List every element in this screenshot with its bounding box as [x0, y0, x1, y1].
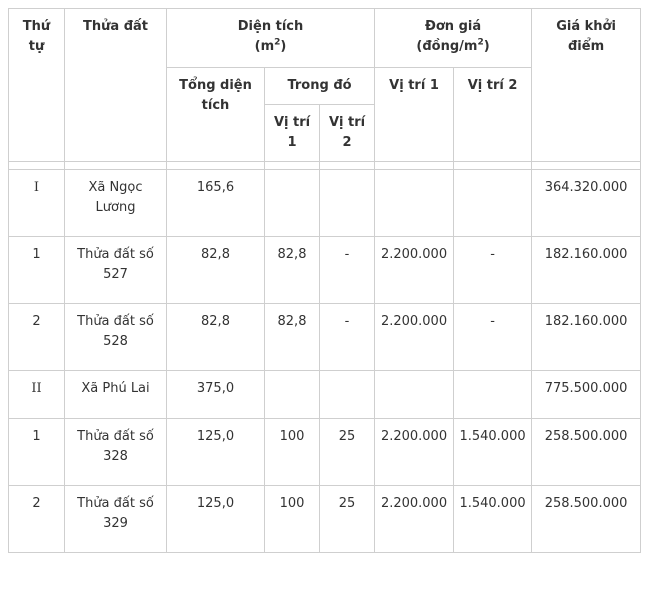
cell-tong-dien-tich: 125,0 — [167, 419, 265, 486]
cell-gia-khoi-diem: 258.500.000 — [532, 419, 641, 486]
cell-gia-vi-tri-2: - — [454, 237, 532, 304]
col-header-dt-vi-tri-1: Vị trí 1 — [265, 105, 320, 162]
cell-dt-vi-tri-2: - — [320, 237, 375, 304]
don-gia-label: Đơn giá — [424, 19, 482, 34]
cell-dt-vi-tri-1 — [265, 371, 320, 419]
cell-tong-dien-tich: 125,0 — [167, 486, 265, 553]
cell-tong-dien-tich: 82,8 — [167, 304, 265, 371]
spacer-row — [9, 162, 641, 170]
cell-gia-vi-tri-2: - — [454, 304, 532, 371]
cell-gia-khoi-diem: 182.160.000 — [532, 237, 641, 304]
cell-tong-dien-tich: 82,8 — [167, 237, 265, 304]
cell-dt-vi-tri-1 — [265, 170, 320, 237]
cell-gia-vi-tri-2 — [454, 371, 532, 419]
col-header-thu-tu: Thứ tự — [9, 9, 65, 162]
col-header-gia-vi-tri-2: Vị trí 2 — [454, 68, 532, 162]
cell-tong-dien-tich: 375,0 — [167, 371, 265, 419]
cell-dt-vi-tri-2 — [320, 371, 375, 419]
cell-gia-vi-tri-1: 2.200.000 — [375, 419, 454, 486]
cell-stt: 1 — [9, 237, 65, 304]
cell-gia-khoi-diem: 258.500.000 — [532, 486, 641, 553]
cell-dt-vi-tri-1: 100 — [265, 419, 320, 486]
cell-gia-vi-tri-1 — [375, 371, 454, 419]
cell-dt-vi-tri-1: 82,8 — [265, 304, 320, 371]
col-header-tong-dien-tich: Tổng diện tích — [167, 68, 265, 162]
cell-dt-vi-tri-2 — [320, 170, 375, 237]
cell-dt-vi-tri-2: - — [320, 304, 375, 371]
cell-stt: I — [9, 170, 65, 237]
col-header-dt-vi-tri-2: Vị trí 2 — [320, 105, 375, 162]
col-header-gia-khoi-diem: Giá khởi điểm — [532, 9, 641, 162]
cell-stt: 2 — [9, 304, 65, 371]
dien-tich-label: Diện tích — [237, 19, 304, 34]
cell-gia-vi-tri-1: 2.200.000 — [375, 237, 454, 304]
col-header-trong-do: Trong đó — [265, 68, 375, 105]
cell-tong-dien-tich: 165,6 — [167, 170, 265, 237]
col-header-dien-tich — [167, 9, 375, 68]
cell-dt-vi-tri-2: 25 — [320, 486, 375, 553]
table-row — [9, 304, 641, 371]
cell-gia-khoi-diem: 364.320.000 — [532, 170, 641, 237]
cell-stt: 1 — [9, 419, 65, 486]
cell-dt-vi-tri-1: 100 — [265, 486, 320, 553]
cell-dt-vi-tri-2: 25 — [320, 419, 375, 486]
cell-gia-vi-tri-2: 1.540.000 — [454, 486, 532, 553]
table-row — [9, 486, 641, 553]
cell-thua-dat: Thửa đất số 527 — [65, 237, 167, 304]
col-header-don-gia — [375, 9, 532, 68]
cell-stt: II — [9, 371, 65, 419]
dien-tich-unit: $(m^2)$ — [254, 37, 287, 54]
cell-gia-khoi-diem: 775.500.000 — [532, 371, 641, 419]
cell-thua-dat: Thửa đất số 329 — [65, 486, 167, 553]
cell-thua-dat: Thửa đất số 528 — [65, 304, 167, 371]
cell-thua-dat: Xã Phú Lai — [65, 371, 167, 419]
don-gia-unit: $(đồng/m^2)$ — [416, 37, 490, 54]
cell-gia-khoi-diem: 182.160.000 — [532, 304, 641, 371]
cell-stt: 2 — [9, 486, 65, 553]
col-header-gia-vi-tri-1: Vị trí 1 — [375, 68, 454, 162]
cell-gia-vi-tri-1: 2.200.000 — [375, 304, 454, 371]
cell-thua-dat: Xã Ngọc Lương — [65, 170, 167, 237]
table-row — [9, 419, 641, 486]
cell-gia-vi-tri-1: 2.200.000 — [375, 486, 454, 553]
cell-gia-vi-tri-1 — [375, 170, 454, 237]
col-header-thua-dat: Thửa đất — [65, 9, 167, 162]
cell-gia-vi-tri-2 — [454, 170, 532, 237]
cell-gia-vi-tri-2: 1.540.000 — [454, 419, 532, 486]
cell-dt-vi-tri-1: 82,8 — [265, 237, 320, 304]
land-price-table — [8, 8, 641, 553]
table-row — [9, 170, 641, 237]
table-row — [9, 237, 641, 304]
table-row — [9, 371, 641, 419]
cell-thua-dat: Thửa đất số 328 — [65, 419, 167, 486]
